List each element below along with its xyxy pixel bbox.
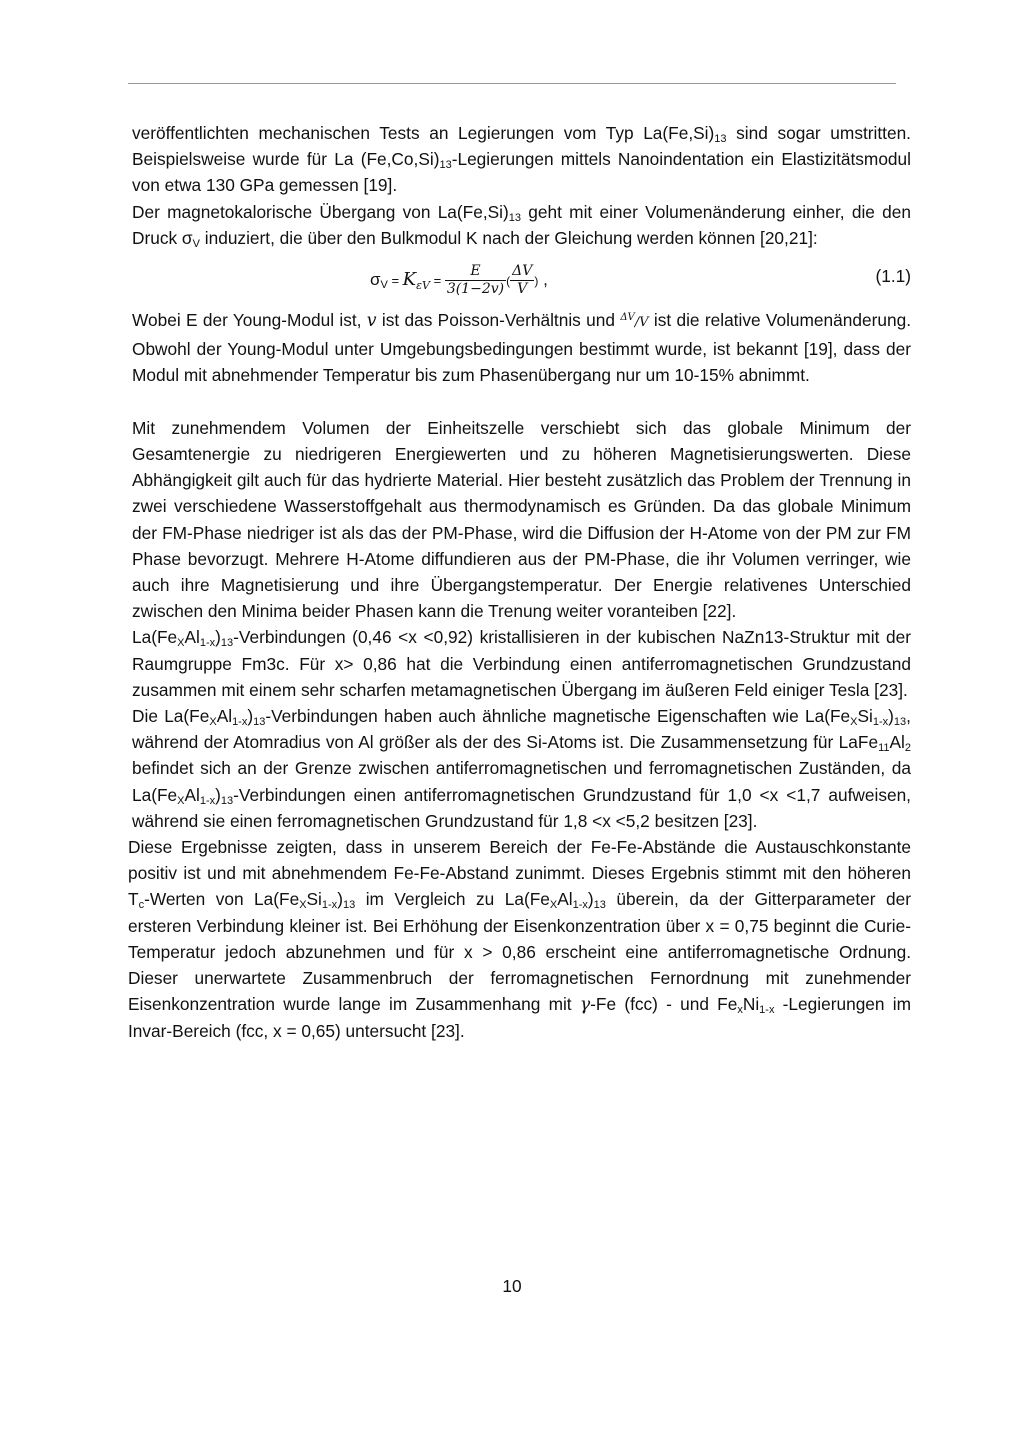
numerator: E [445, 263, 506, 281]
subscript: 13 [508, 211, 522, 224]
text: induziert, die über den Bulkmodul K nach der Gleichung werden können [20,21]: [199, 227, 818, 248]
denominator: 3(1−2v) [446, 281, 505, 298]
text: Al [216, 706, 233, 727]
text: ist die relative Volumenänderung. Obwohl der Young-Modul unter Umgebungsbedingungen bestimmt wurde, ist bekannt [19], dass der Modul mit abnehmender Temperatur bis zum Phasenübergang nur um 10-15% abnimmt. [132, 310, 911, 386]
equals-sign: = [387, 273, 403, 288]
paragraph-young-modulus [132, 305, 911, 389]
subscript: 1-x [321, 899, 338, 912]
slash: / [634, 315, 640, 331]
text: Der magnetokalorische Übergang von La(Fe,Si) [132, 201, 509, 222]
text: befindet sich an der Grenze zwischen antiferromagnetischen und ferromagnetischen Zuständen, da La(Fe [132, 758, 911, 805]
subscript: c [138, 899, 145, 912]
text: -Fe (fcc) - und Fe [590, 994, 738, 1015]
subscript: 1-x [572, 899, 588, 912]
subscript: 2 [904, 742, 911, 755]
subscript: 1-x [199, 637, 216, 650]
paren: ( [506, 274, 511, 288]
poisson-symbol: v [366, 311, 377, 332]
text: im Vergleich zu La(Fe [355, 889, 550, 910]
text: ) [215, 627, 221, 648]
equals-sign: = [429, 273, 445, 288]
subscript: V [380, 279, 388, 291]
text: Al [184, 627, 200, 648]
subscript: X [299, 899, 307, 912]
subscript: X [549, 899, 558, 912]
header-rule [128, 83, 896, 84]
denominator: V [517, 281, 528, 298]
text: Al [557, 889, 573, 910]
subscript: 13 [342, 899, 356, 912]
text: Ni [742, 994, 760, 1015]
paragraph-lafealal-structure [132, 624, 911, 703]
text: überein, da der Gitterparameter der ersteren Verbindung kleiner ist. Bei Erhöhung der Eisenkonzentration über x = 0,75 beginnt die Curie-Temperatur jedoch abzunehmen und für x > 0,86 erscheint eine antiferromagnetische Ordnung. Dieser unerwartete Zusammenbruch der ferromagnetischen Fernordnung mit zunehmender Eisenkonzentration wurde lange im Zusammenhang mit [128, 889, 911, 1015]
comma: , [538, 270, 548, 289]
gamma-symbol: γ [579, 995, 591, 1016]
subscript: 1-x [759, 1004, 775, 1017]
fraction-young-poisson [445, 263, 506, 298]
subscript: 13 [593, 899, 606, 912]
subscript: V [192, 237, 200, 250]
text: -Legierungen im Invar-Bereich (fcc, x = 0,65) untersucht [23]. [128, 994, 911, 1042]
subscript: 13 [714, 133, 727, 145]
numerator: ΔV [512, 263, 533, 280]
text: veröffentlichten mechanischen Tests an Legierungen vom Typ La(Fe,Si) [132, 123, 715, 143]
subscript: 13 [439, 159, 452, 172]
text: ) [337, 889, 343, 910]
text: -Verbindungen (0,46 <x <0,92) kristallisieren in der kubischen NaZn13-Struktur mit der Raumgruppe Fm3c. Für x> 0,86 hat die Verbindung einen antiferromagnetischen Grundzustand zusammen mit einem sehr scharfen metamagnetischen Übergang im äußeren Feld einiger Tesla [23]. [132, 627, 911, 700]
subscript: x [737, 1004, 743, 1017]
subscript: 1-x [232, 716, 248, 729]
text: sind sogar umstritten. Beispielsweise wurde für La (Fe,Co,Si) [132, 123, 911, 170]
text: Si [857, 706, 873, 727]
text: Al [184, 784, 200, 805]
text: La(Fe [132, 627, 178, 648]
subscript: X [209, 716, 217, 729]
text: , während der Atomradius von Al größer als der des Si-Atoms ist. Die Zusammensetzung für LaFe [132, 706, 911, 753]
subscript: 11 [878, 742, 890, 755]
subscript: X [177, 637, 185, 650]
paragraph-unit-cell-volume: Mit zunehmendem Volumen der Einheitszelle verschiebt sich das globale Minimum der Gesamtenergie zu niedrigeren Energiewerten und zu höheren Magnetisierungswerten. Diese Abhängigkeit gilt auch für das hydrierte Material. Hier besteht zusätzlich das Problem der Trennung in zwei verschiedene Wasserstoffgehalt aus thermodynamisch es Gründen. Da das globale Minimum der FM-Phase niedriger ist als das der PM-Phase, wird die Diffusion der H-Atome von der PM zur FM Phase bevorzugt. Mehrere H-Atome diffundieren aus der PM-Phase, die ihr Volumen verringer, wie auch ihre Magnetisierung und ihre Übergangstemperatur. Der Energie relativenes Unterschied zwischen den Minima beider Phasen kann die Trenung weiter voranteiben [22]. [132, 417, 911, 622]
blank-line [132, 389, 911, 415]
subscript: εV [416, 279, 430, 292]
text: -Legierungen mittels Nanoindentation ein Elastizitätsmodul von etwa 130 GPa gemessen [19]. [132, 149, 911, 196]
text: -Werten von La(Fe [144, 889, 300, 910]
text: Diese Ergebnisse zeigten, dass in unserem Bereich der Fe-Fe-Abstände die Austauschkonstante positiv ist und mit abnehmendem Fe-Fe-Abstand zunimmt. Dieses Ergebnis stimmt mit den höheren T [128, 837, 911, 910]
subscript: 13 [893, 716, 907, 729]
text: ) [587, 889, 594, 910]
equation-number: (1.1) [875, 266, 911, 287]
document-body [128, 120, 911, 1045]
text: ) [215, 784, 221, 805]
numerator: ΔV [620, 312, 635, 324]
equation-expression [370, 263, 548, 299]
text: Die La(Fe [132, 706, 210, 727]
subscript: 13 [220, 794, 234, 807]
text: ist das Poisson-Verhältnis und [376, 310, 621, 331]
text: Wobei E der Young-Modul ist, [132, 310, 367, 331]
equation-1-1 [132, 251, 911, 305]
text: Si [306, 889, 322, 910]
inline-fraction [620, 312, 649, 331]
sigma-symbol: σ [370, 270, 381, 289]
fraction-volume-change [510, 263, 534, 298]
text: ) [247, 706, 254, 727]
text: geht mit einer Volumenänderung einher, die den Druck σ [132, 201, 911, 248]
text: -Verbindungen einen antiferromagnetischen Grundzustand für 1,0 <x <1,7 aufweisen, während sie einen ferromagnetischen Grundzustand für 1,8 <x <5,2 besitzen [23]. [132, 784, 911, 831]
subscript: 1-x [199, 794, 216, 807]
paragraph-magnetocaloric [132, 199, 911, 251]
subscript: 13 [220, 637, 234, 650]
page-number: 10 [502, 1276, 522, 1296]
paren: ) [534, 274, 539, 288]
subscript: X [850, 716, 858, 729]
denominator: V [639, 315, 649, 331]
paragraph-magnetic-properties [132, 703, 911, 834]
text: ) [888, 706, 894, 727]
subscript: 1-x [872, 716, 889, 729]
subscript: X [177, 794, 185, 807]
paragraph-mechanical-tests [132, 120, 911, 199]
text: -Verbindungen haben auch ähnliche magnetische Eigenschaften wie La(Fe [265, 706, 851, 727]
paragraph-exchange-constant [128, 834, 911, 1045]
text: Al [889, 732, 905, 753]
bulk-modulus-symbol: K [402, 269, 417, 290]
subscript: 13 [253, 716, 266, 729]
